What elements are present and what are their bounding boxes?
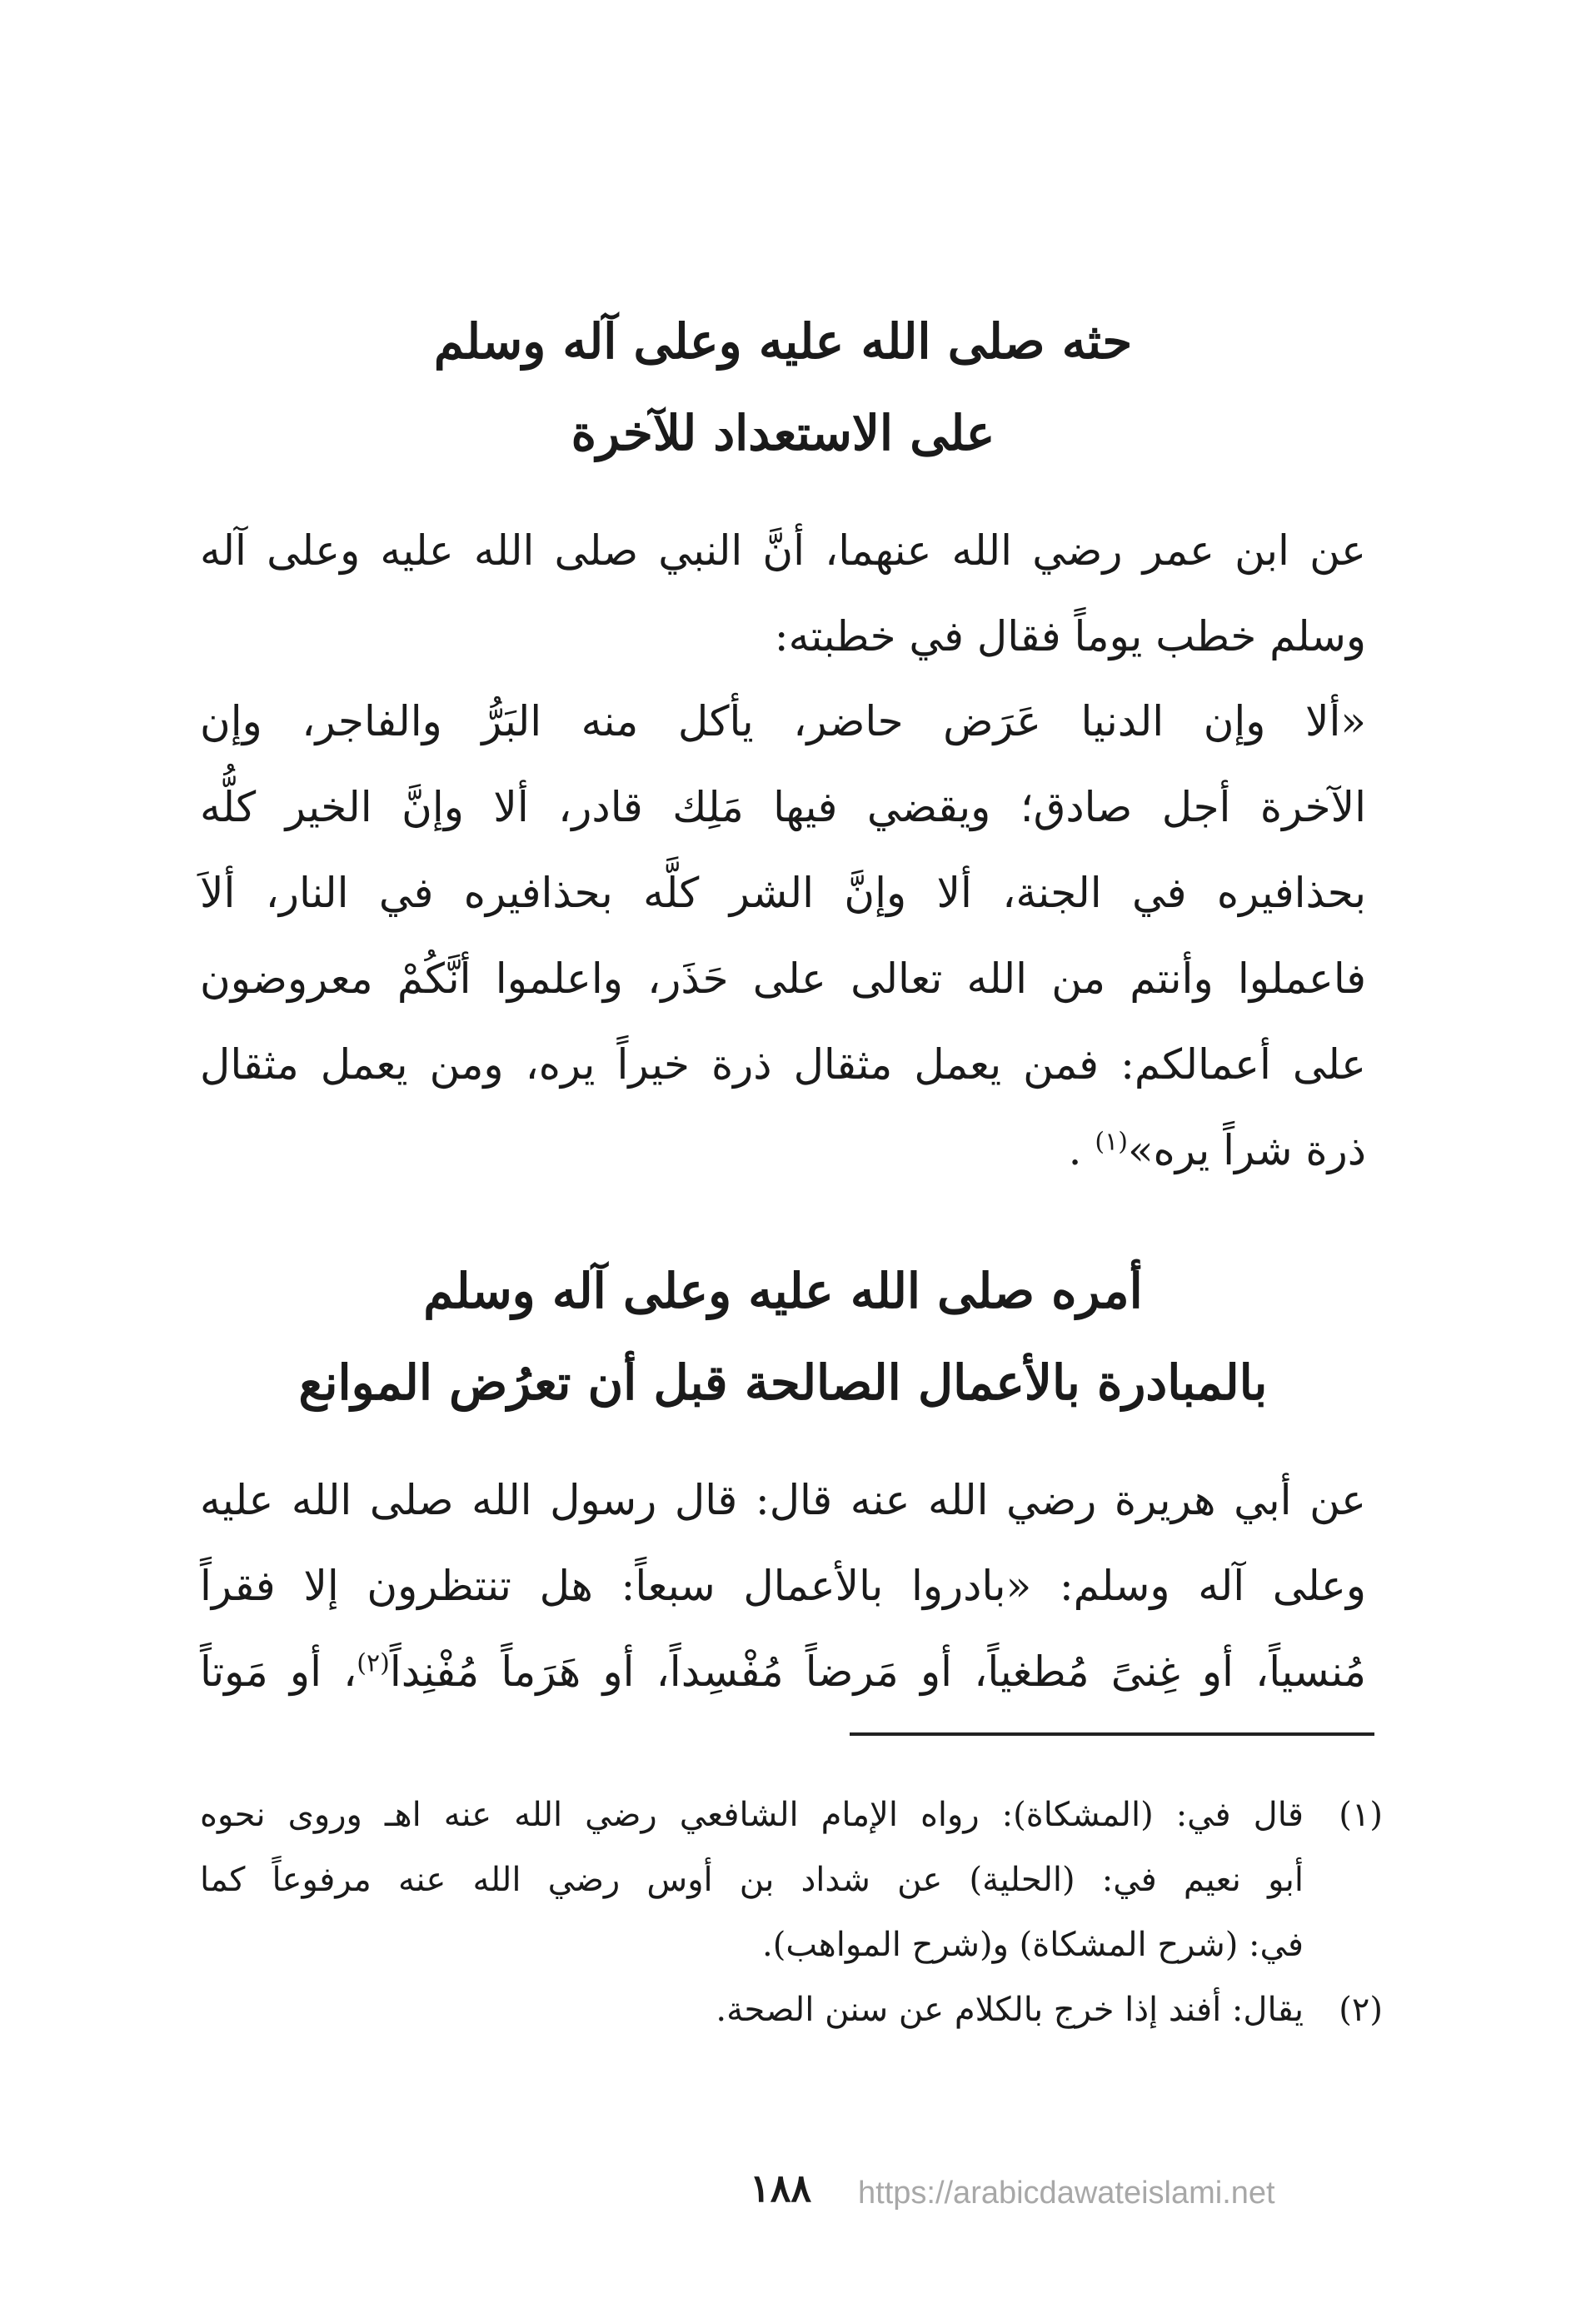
footnote-line: في: (شرح المشكاة) و(شرح المواهب). [762, 1926, 1304, 1964]
footnote-line: أبو نعيم في: (الحلية) عن شداد بن أوس رضي الله عنه مرفوعاً كما [200, 1861, 1304, 1899]
paragraph-line: وعلى آله وسلم: «بادروا بالأعمال سبعاً: هل تنتظرون إلا فقراً [200, 1562, 1366, 1610]
paragraph-line: «ألا وإن الدنيا عَرَض حاضر، يأكل منه البَرُّ والفاجر، وإن [200, 697, 1366, 745]
paragraph-line: وسلم خطب يوماً فقال في خطبته: [774, 612, 1366, 661]
footnote-number: (١) [1339, 1796, 1383, 1834]
footnote-reference: (١) [1095, 1127, 1128, 1157]
heading-line: بالمبادرة بالأعمال الصالحة قبل أن تعرُض الموانع [298, 1354, 1268, 1411]
quote-end-mark: . [1068, 1126, 1082, 1174]
paragraph-line: عن أبي هريرة رضي الله عنه قال: قال رسول الله صلى الله عليه [200, 1476, 1366, 1524]
section-1-hadith-quote [200, 679, 1366, 1194]
footnote-item [200, 1977, 1383, 2042]
watermark-url: https://arabicdawateislami.net [858, 2176, 1275, 2211]
paragraph-line: بحذافيره في الجنة، ألا وإنَّ الشر كلَّه بحذافيره في النار، ألاَ [200, 869, 1366, 917]
footnote-line: يقال: أفند إذا خرج بالكلام عن سنن الصحة. [716, 1991, 1304, 2029]
paragraph-line: على أعمالكم: فمن يعمل مثقال ذرة خيراً يره، ومن يعمل مثقال [200, 1040, 1366, 1089]
paragraph-text: ، أو مَوتاً [200, 1648, 357, 1696]
paragraph-text: مُنسياً، أو غِنىً مُطغياً، أو مَرضاً مُفْسِداً، أو هَرَماً مُفْنِداً [389, 1648, 1366, 1696]
paragraph-line: فاعملوا وأنتم من الله تعالى على حَذَر، واعلموا أنَّكُمْ معروضون [200, 955, 1366, 1003]
heading-line: أمره صلى الله عليه وعلى آله وسلم [423, 1263, 1143, 1319]
heading-line: حثه صلى الله عليه وعلى آله وسلم [433, 313, 1133, 370]
paragraph-line: الآخرة أجل صادق؛ ويقضي فيها مَلِك قادر، ألا وإنَّ الخير كلُّه [200, 783, 1366, 831]
quote-last-text: ذرة شراً يره» [1127, 1126, 1366, 1174]
footnotes [200, 1782, 1383, 2042]
heading-line: على الاستعداد للآخرة [571, 405, 995, 461]
page-number: ١٨٨ [750, 2166, 812, 2211]
footnote-number: (٢) [1339, 1991, 1383, 2029]
footnote-reference: (٢) [357, 1648, 390, 1678]
footnote-divider [850, 1732, 1374, 1736]
section-2-heading [200, 1245, 1366, 1428]
paragraph-line [200, 1629, 1366, 1715]
footnote-item [200, 1782, 1383, 1977]
footnote-line: قال في: (المشكاة): رواه الإمام الشافعي رضي الله عنه اهـ وروى نحوه [200, 1796, 1304, 1834]
section-1-intro [200, 508, 1366, 680]
paragraph-line [200, 1108, 1366, 1194]
paragraph-line: عن ابن عمر رضي الله عنهما، أنَّ النبي صلى الله عليه وعلى آله [200, 526, 1366, 575]
section-1-heading [200, 296, 1366, 479]
section-2-paragraph [200, 1458, 1366, 1715]
